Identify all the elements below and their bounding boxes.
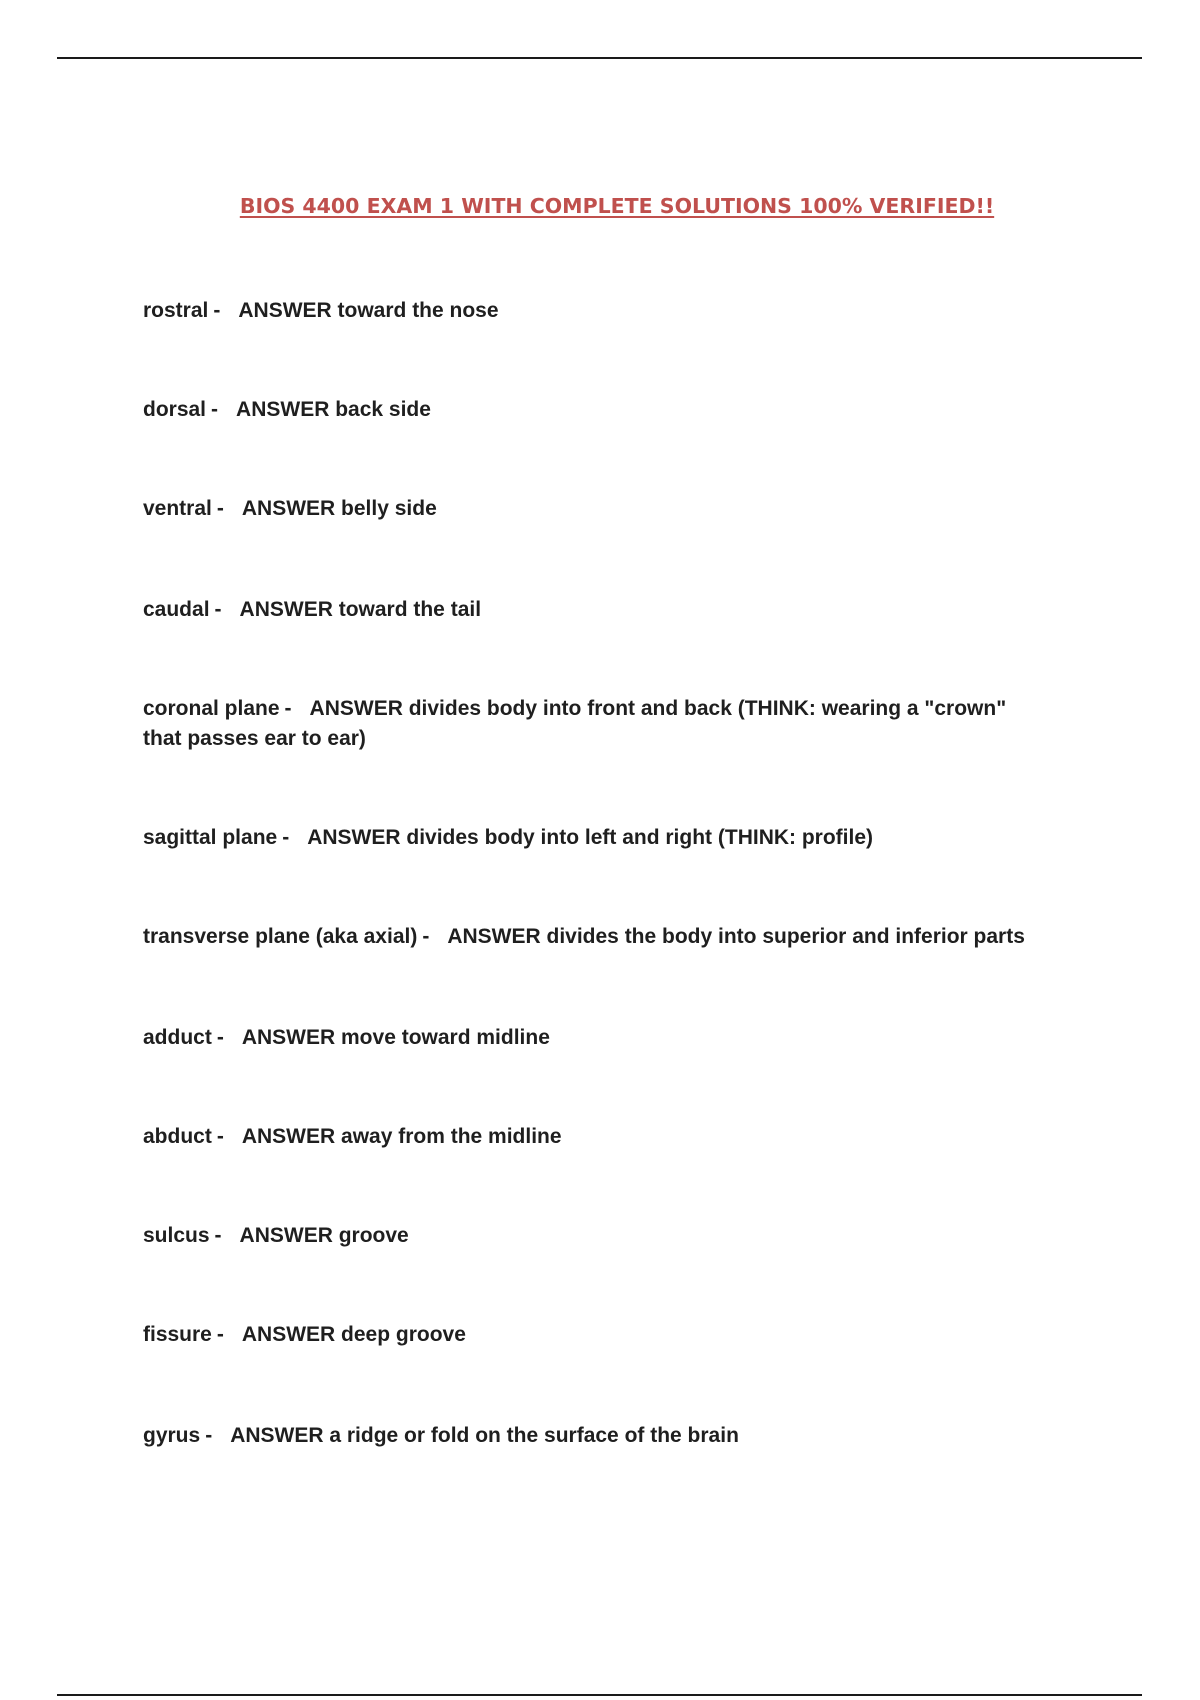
entry-separator: - xyxy=(216,1323,224,1346)
qa-entry-fissure xyxy=(143,1320,1103,1350)
entry-answer: ANSWER belly side xyxy=(241,497,437,520)
qa-entry-gyrus xyxy=(143,1421,1103,1451)
entry-answer: ANSWER divides body into front and back (THINK: wearing a "crown" xyxy=(309,697,1007,720)
qa-entry-ventral xyxy=(143,494,1103,524)
entry-answer: ANSWER divides the body into superior and inferior parts xyxy=(447,925,1025,948)
document-title: BIOS 4400 EXAM 1 WITH COMPLETE SOLUTIONS 100% VERIFIED!! xyxy=(239,194,995,218)
entry-answer: ANSWER toward the tail xyxy=(239,598,482,621)
entry-term: ventral xyxy=(143,497,212,520)
qa-entry-dorsal xyxy=(143,395,1103,425)
entry-term: rostral xyxy=(143,299,209,322)
entry-answer: ANSWER move toward midline xyxy=(241,1026,550,1049)
entry-term: fissure xyxy=(143,1323,212,1346)
entry-term: caudal xyxy=(143,598,210,621)
qa-entry-rostral xyxy=(143,296,1103,326)
entry-term: coronal plane xyxy=(143,697,280,720)
entry-term: abduct xyxy=(143,1125,212,1148)
entry-separator: - xyxy=(282,826,290,849)
entry-term: transverse plane (aka axial) xyxy=(143,925,418,948)
entry-term: gyrus xyxy=(143,1424,201,1447)
entry-answer: ANSWER toward the nose xyxy=(238,299,499,322)
entry-answer-continuation: that passes ear to ear) xyxy=(143,727,366,750)
entry-separator: - xyxy=(284,697,292,720)
qa-entry-caudal xyxy=(143,595,1103,625)
header-rule xyxy=(57,57,1142,59)
qa-entry-adduct xyxy=(143,1023,1103,1053)
qa-entry-transverse-plane xyxy=(143,922,1103,952)
entry-term: sagittal plane xyxy=(143,826,278,849)
entry-separator: - xyxy=(211,398,219,421)
entry-separator: - xyxy=(216,1125,224,1148)
qa-entry-coronal-plane xyxy=(143,694,1103,754)
entry-answer: ANSWER back side xyxy=(236,398,431,421)
entry-answer: ANSWER deep groove xyxy=(241,1323,466,1346)
entry-term: adduct xyxy=(143,1026,212,1049)
entry-separator: - xyxy=(216,1026,224,1049)
qa-entry-abduct xyxy=(143,1122,1103,1152)
entry-separator: - xyxy=(213,299,221,322)
footer-rule xyxy=(57,1694,1142,1696)
entry-separator: - xyxy=(422,925,430,948)
qa-entry-sulcus xyxy=(143,1221,1103,1251)
entry-term: dorsal xyxy=(143,398,207,421)
entry-term: sulcus xyxy=(143,1224,210,1247)
entry-separator: - xyxy=(214,1224,222,1247)
entry-answer: ANSWER a ridge or fold on the surface of the brain xyxy=(230,1424,739,1447)
entry-separator: - xyxy=(205,1424,213,1447)
entry-answer: ANSWER away from the midline xyxy=(241,1125,562,1148)
entry-separator: - xyxy=(214,598,222,621)
qa-entry-sagittal-plane xyxy=(143,823,1103,853)
entry-answer: ANSWER groove xyxy=(239,1224,409,1247)
entry-separator: - xyxy=(216,497,224,520)
entry-answer: ANSWER divides body into left and right (THINK: profile) xyxy=(307,826,874,849)
